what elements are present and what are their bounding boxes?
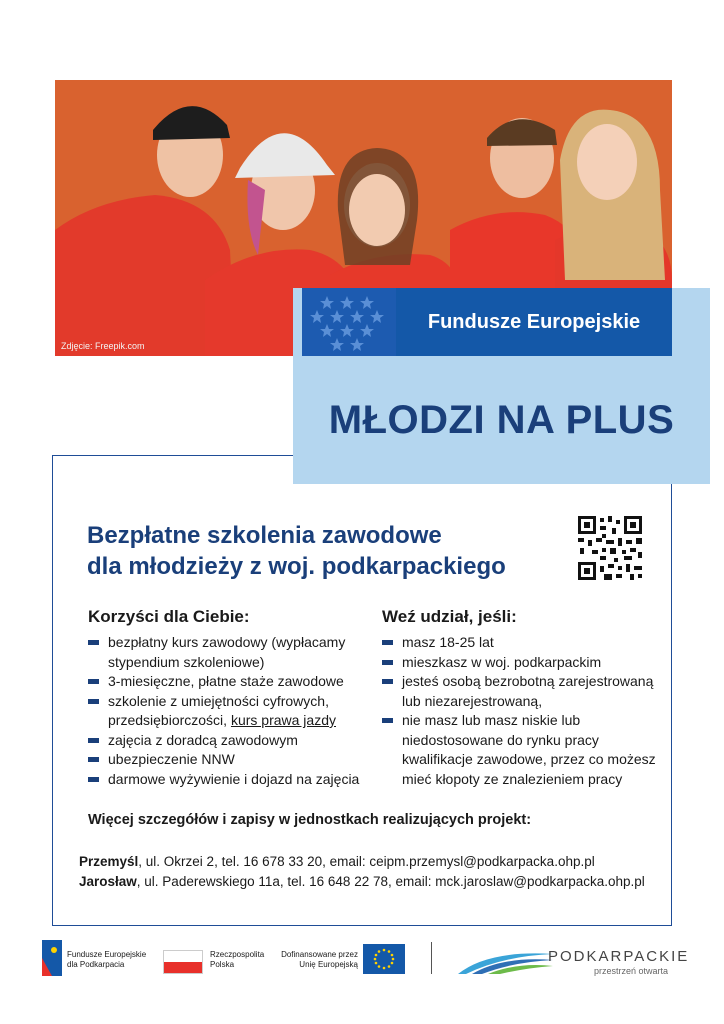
fe-line-2: dla Podkarpacia	[67, 960, 125, 969]
list-item: masz 18-25 lat	[382, 633, 662, 653]
region-tagline: przestrzeń otwarta	[594, 966, 669, 976]
driving-license-link: kurs prawa jazdy	[230, 712, 336, 728]
fe-logo-icon	[42, 940, 62, 976]
rp-logo-text	[210, 950, 264, 970]
headline-line-1: Bezpłatne szkolenia zawodowe	[87, 522, 442, 549]
polish-flag-icon	[163, 950, 203, 974]
list-item: mieszkasz w woj. podkarpackim	[382, 653, 662, 673]
benefits-section	[88, 607, 373, 789]
headline-line-2: dla młodzieży z woj. podkarpackiego	[87, 553, 506, 580]
qr-code-icon	[578, 516, 642, 580]
benefits-list	[88, 633, 373, 789]
page-title: MŁODZI NA PLUS	[328, 397, 675, 442]
list-item: ubezpieczenie NNW	[88, 750, 373, 770]
stars-icon	[302, 288, 396, 356]
list-item	[88, 692, 373, 731]
rp-line-2: Polska	[210, 960, 235, 969]
eu-line-1: Dofinansowane przez	[281, 950, 358, 959]
list-item: 3-miesięczne, płatne staże zawodowe	[88, 672, 373, 692]
address-przemysl	[79, 854, 595, 869]
address-jaroslaw	[79, 874, 645, 889]
address-city: Jarosław	[79, 874, 137, 889]
list-item: jesteś osobą bezrobotną zarejestrowaną lub niezarejestrowaną,	[382, 672, 662, 711]
list-item: darmowe wyżywienie i dojazd na zajęcia	[88, 770, 373, 790]
list-item: zajęcia z doradcą zawodowym	[88, 731, 373, 751]
headline	[87, 520, 506, 582]
rp-line-1: Rzeczpospolita	[210, 950, 265, 959]
address-city: Przemyśl	[79, 854, 139, 869]
conditions-section	[382, 607, 662, 789]
conditions-list	[382, 633, 662, 789]
brand-label: Fundusze Europejskie	[427, 310, 641, 333]
qr-code[interactable]	[578, 516, 642, 580]
fe-logo-text	[67, 950, 146, 970]
list-item: nie masz lub masz niskie lub niedostosowane do rynku pracy kwalifikacje zawodowe, przez co możesz mieć kłopoty ze znalezieniem pracy	[382, 711, 662, 789]
fe-line-1: Fundusze Europejskie	[67, 950, 147, 959]
podkarpackie-logo-icon	[458, 946, 553, 976]
region-name: PODKARPACKIE	[548, 948, 690, 965]
address-details: , ul. Paderewskiego 11a, tel. 16 648 22 78, email: mck.jaroslaw@podkarpacka.ohp.pl	[136, 874, 645, 889]
eu-stars-flag	[302, 288, 396, 356]
photo-credit: Zdjęcie: Freepik.com	[61, 341, 145, 351]
eu-logo-text	[278, 950, 358, 970]
list-item-text: szkolenie z umiejętności cyfrowych, przedsiębiorczości,	[108, 692, 329, 728]
benefits-heading: Korzyści dla Ciebie:	[88, 607, 250, 626]
footer-logos	[0, 938, 724, 988]
eu-flag-icon	[363, 944, 405, 974]
more-info: Więcej szczegółów i zapisy w jednostkach realizujących projekt:	[88, 812, 532, 828]
address-details: , ul. Okrzei 2, tel. 16 678 33 20, email: ceipm.przemysl@podkarpacka.ohp.pl	[138, 854, 595, 869]
footer-divider	[431, 942, 432, 974]
conditions-heading: Weź udział, jeśli:	[382, 607, 517, 626]
eu-line-2: Unię Europejską	[299, 960, 358, 969]
list-item: bezpłatny kurs zawodowy (wypłacamy stypendium szkoleniowe)	[88, 633, 373, 672]
